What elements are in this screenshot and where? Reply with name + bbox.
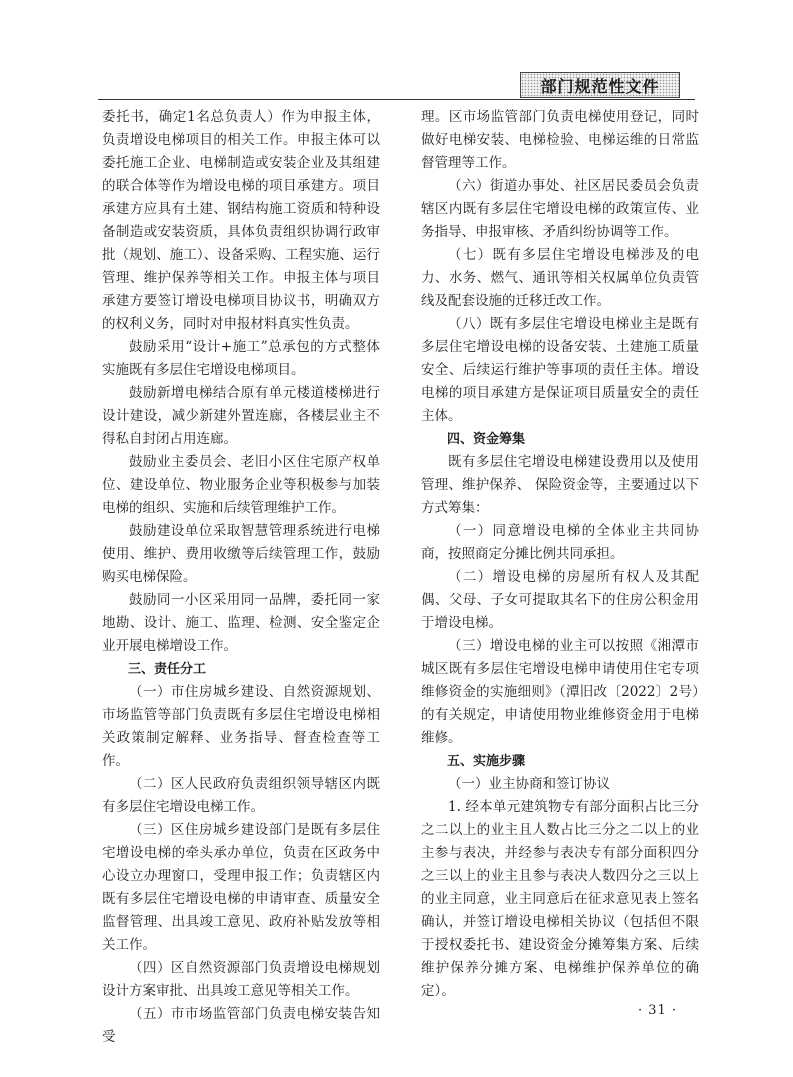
subsection-heading: （一）业主协商和签订协议: [448, 776, 610, 792]
right-column: [421, 106, 699, 1003]
section-title-box: [520, 72, 680, 98]
paragraph: （四）区自然资源部门负责增设电梯规划设计方案审批、出具竣工意见等相关工作。: [102, 960, 380, 999]
section-heading: 五、实施步骤: [447, 754, 526, 769]
paragraph: （八）既有多层住宅增设电梯业主是既有多层住宅增设电梯的设备安装、土建施工质量安全、后续运行维护等事项的责任主体。增设电梯的项目承建方是保证项目质量安全的责任主体。: [421, 316, 699, 424]
section-heading: 三、责任分工: [128, 662, 207, 677]
paragraph: 鼓励建设单位采取智慧管理系统进行电梯使用、维护、费用收缴等后续管理工作，鼓励购买电梯保险。: [102, 523, 380, 585]
paragraph: （五）市市场监管部门负责电梯安装告知受: [102, 1006, 380, 1045]
paragraph: 1. 经本单元建筑物专有部分面积占比三分之二以上的业主且人数占比三分之二以上的业主参与表决，并经参与表决专有部分面积四分之三以上的业主且参与表决人数四分之三以上的业主同意，业主同意后在征求意见表上签名确认，并签订增设电梯相关协议（包括但不限于授权委托书、建设资金分摊筹集方案、后续维护保养分摊方案、电梯维护保养单位的确定）。: [421, 799, 699, 999]
left-column: [102, 106, 380, 1049]
paragraph: （七）既有多层住宅增设电梯涉及的电力、水务、燃气、通讯等相关权属单位负责管线及配套设施的迁移迁改工作。: [421, 247, 699, 309]
paragraph: 鼓励业主委员会、老旧小区住宅原产权单位、建设单位、物业服务企业等积极参与加装电梯的组织、实施和后续管理维护工作。: [102, 454, 380, 516]
paragraph: （二）增设电梯的房屋所有权人及其配偶、父母、子女可提取其名下的住房公积金用于增设电梯。: [421, 569, 699, 631]
paragraph: 鼓励同一小区采用同一品牌，委托同一家地勘、设计、施工、监理、检测、安全鉴定企业开展电梯增设工作。: [102, 592, 380, 654]
section-heading: 四、资金筹集: [447, 432, 526, 447]
paragraph: （二）区人民政府负责组织领导辖区内既有多层住宅增设电梯工作。: [102, 776, 380, 815]
header-divider: [98, 99, 695, 100]
paragraph: （六）街道办事处、社区居民委员会负责辖区内既有多层住宅增设电梯的政策宣传、业务指导、申报审核、矛盾纠纷协调等工作。: [421, 178, 699, 240]
paragraph: （三）区住房城乡建设部门是既有多层住宅增设电梯的牵头承办单位，负责在区政务中心设立办理窗口，受理申报工作；负责辖区内既有多层住宅增设电梯的申请审查、质量安全监督管理、出具竣工意见、政府补贴发放等相关工作。: [102, 822, 380, 953]
paragraph: 理。区市场监管部门负责电梯使用登记，同时做好电梯安装、电梯检验、电梯运维的日常监督管理等工作。: [421, 109, 699, 171]
paragraph: （一）同意增设电梯的全体业主共同协商，按照商定分摊比例共同承担。: [421, 523, 699, 562]
paragraph: （一）市住房城乡建设、自然资源规划、市场监管等部门负责既有多层住宅增设电梯相关政策制定解释、业务指导、督查检查等工作。: [102, 684, 380, 769]
paragraph: 委托书，确定1名总负责人）作为申报主体，负责增设电梯项目的相关工作。申报主体可以委托施工企业、电梯制造或安装企业及其组建的联合体等作为增设电梯的项目承建方。项目承建方应具有土建、钢结构施工资质和特种设备制造或安装资质，具体负责组织协调行政审批（规划、施工）、设备采购、工程实施、运行管理、维护保养等相关工作。申报主体与项目承建方要签订增设电梯项目协议书，明确双方的权利义务，同时对申报材料真实性负责。: [102, 109, 380, 332]
paragraph: 鼓励采用“设计+施工”总承包的方式整体实施既有多层住宅增设电梯项目。: [102, 339, 380, 378]
paragraph: （三）增设电梯的业主可以按照《湘潭市城区既有多层住宅增设电梯申请使用住宅专项维修资金的实施细则》（潭旧改〔2022〕2号）的有关规定，申请使用物业维修资金用于电梯维修。: [421, 638, 699, 746]
section-title: 部门规范性文件: [540, 76, 660, 96]
page-number: · 31 ·: [638, 1003, 678, 1018]
paragraph: 既有多层住宅增设电梯建设费用以及使用管理、维护保养、 保险资金等，主要通过以下方式筹集：: [421, 454, 699, 516]
paragraph: 鼓励新增电梯结合原有单元楼道楼梯进行设计建设，减少新建外置连廊，各楼层业主不得私自封闭占用连廊。: [102, 385, 380, 447]
